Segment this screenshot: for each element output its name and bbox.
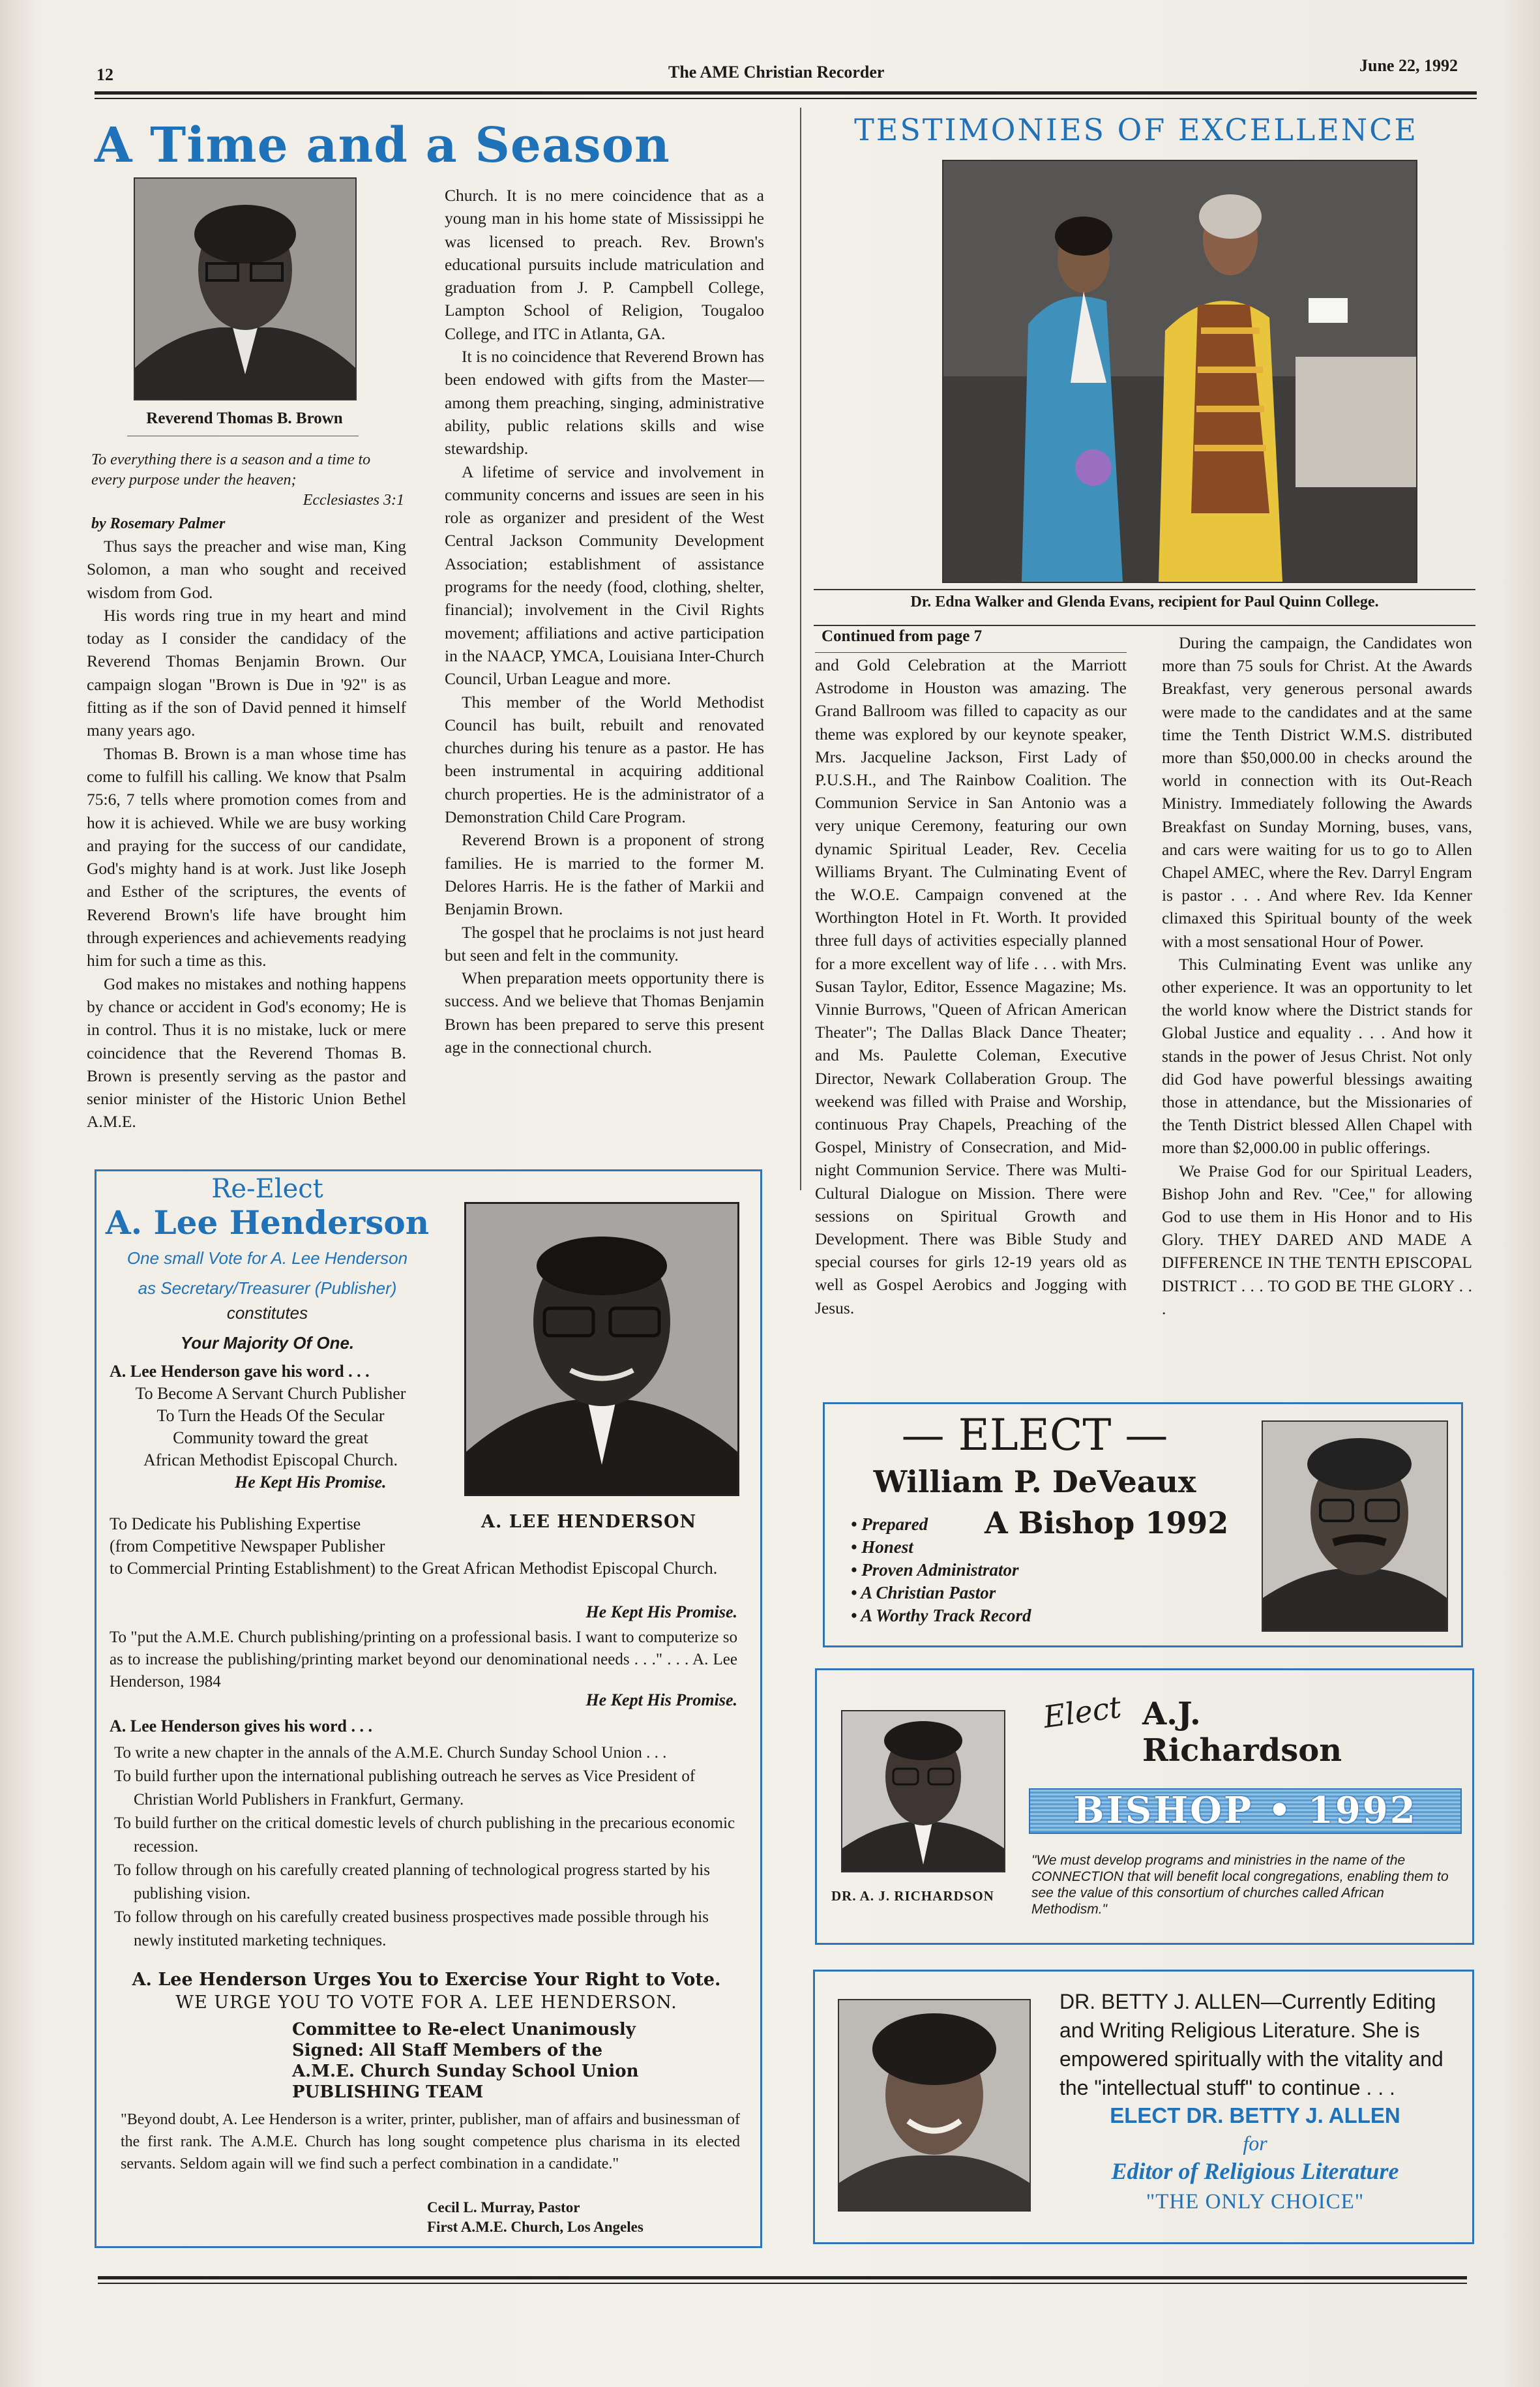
epigraph: To everything there is a season and a time to every purpose under the heaven; Ecclesiastes 3:1: [91, 451, 404, 509]
article-paragraph: The gospel that he proclaims is not just heard but seen and felt in the community.: [445, 922, 764, 965]
promise-3: He Kept His Promise.: [585, 1690, 737, 1709]
gives-word-item: To build further upon the international publishing outreach he serves as Vice President of Christian World Publishers in Frankfurt, Germany.: [114, 1767, 696, 1809]
deveaux-bullet: • A Christian Pastor: [851, 1583, 996, 1602]
richardson-photo: [841, 1710, 1005, 1872]
deveaux-bullet: • A Worthy Track Record: [851, 1606, 1031, 1625]
portrait-icon: [135, 179, 355, 399]
allen-photo: [838, 1999, 1031, 2212]
portrait-icon: [466, 1204, 737, 1494]
dedicate-line-3: to Commercial Printing Establishment) to the Great African Methodist Episcopal Church.: [110, 1559, 718, 1578]
richardson-initials: A.J.: [1142, 1696, 1201, 1732]
testimonies-col2: [1162, 631, 1472, 1365]
bullet-icon: •: [851, 1560, 862, 1580]
richardson-elect: Elect: [1041, 1689, 1123, 1735]
promise-2: He Kept His Promise.: [585, 1602, 737, 1621]
article-paragraph: Reverend Brown is a proponent of strong families. He is married to the former M. Delores Harris. He is the father of Markii and Benjamin Brown.: [445, 830, 764, 919]
issue-date: June 22, 1992: [1359, 56, 1458, 75]
article-paragraph: When preparation meets opportunity there is success. And we believe that Thomas Benjamin Brown has been prepared to serve this present age in the connectional church.: [445, 968, 764, 1057]
gives-word-heading: A. Lee Henderson gives his word . . .: [110, 1717, 372, 1735]
testimonies-photo: [942, 160, 1417, 583]
column-divider: [800, 108, 801, 1190]
committee-line: Signed: All Staff Members of the: [292, 2041, 603, 2060]
article-title: A Time and a Season: [95, 117, 670, 173]
we-urge-line: WE URGE YOU TO VOTE FOR A. LEE HENDERSON.: [175, 1992, 677, 2013]
henderson-photo-caption: A. LEE HENDERSON: [481, 1512, 697, 1532]
promise-1: He Kept His Promise.: [235, 1473, 387, 1492]
re-elect-label: Re-Elect: [211, 1174, 323, 1204]
testimonies-col1: and Gold Celebration at the Marriott Astrodome in Houston was amazing. The Grand Ballroom was filled to capacity as our theme was explored by our keynote speaker, Mrs. Jacqueline Jackson, First Lady of P.U.S.H., and The Rainbow Coalition. The Communion Service in San Antonio was a very unique Ceremony, featuring our own dynamic Spiritual Leader, Rev. Cecelia Williams Bryant. The Culminating Event of the W.O.E. Campaign convened at the Worthington Hotel in Ft. Worth. It provided three full days of activities especially planned for a more excellent way of life . . . with Mrs. Susan Taylor, Editor, Essence Magazine; Ms. Vinnie Burrows, "Queen of African American Theater"; The Dallas Black Dance Theater; and Ms. Paulette Coleman, Executive Director, Newark Collaberation Group. The weekend was filled with Praise and Worship, continuous Pray Chapels, Preaching of the Gospel, Ministry of Consecration, and Mid-night Communion Service. There was Multi-Cultural Dialogue on Mission. There were sessions on Spiritual Growth and Development. There was Bible Study and special courses for girls 12-19 years old as well as Gospel Aerobics and Jogging with Jesus.: [815, 655, 1127, 1317]
testimonial-signature: Cecil L. Murray, Pastor First A.M.E. Church, Los Angeles: [427, 2199, 644, 2235]
article-paragraph: A lifetime of service and involvement in community concerns and issues are seen in his role as organizer and president of the West Central Jackson Community Development Association; establishment of assistance programs for the needy (food, clothing, shelter, financial); involvement in the Civil Rights movement; affiliations and active participation in the NAACP, YMCA, Louisiana Inter-Church Council, Urban League and more.: [445, 462, 764, 689]
allen-elect: ELECT DR. BETTY J. ALLEN: [1110, 2103, 1400, 2127]
gave-word-lines: [95, 1383, 447, 1471]
brown-photo: [134, 177, 357, 400]
photo-caption-rule-top: [814, 589, 1475, 590]
article-paragraph: Thus says the preacher and wise man, King Solomon, a man who sought and received wisdom from God.: [87, 537, 406, 602]
allen-for: for: [1243, 2131, 1267, 2155]
murray-testimonial: "Beyond doubt, A. Lee Henderson is a writer, printer, publisher, man of affairs and businessman of the first rank. The A.M.E. Church has long sought competence plus charisma in its elected servants. Seldom again will we find such a perfect combination in a candidate.": [121, 2111, 740, 2172]
committee-block: [292, 2019, 683, 2103]
header-rule-thin: [95, 98, 1477, 99]
richardson-quote: "We must develop programs and ministries in the name of the CONNECTION that will benefit local congregations, enabling them to see the value of this consortium of churches called African Methodism.": [1031, 1853, 1449, 1917]
article-paragraph: His words ring true in my heart and mind today as I consider the candidacy of the Reverend Thomas Benjamin Brown. Our campaign slogan "Brown is Due in '92" is as fitting as if the son of David penned it himself many years ago.: [87, 605, 406, 740]
henderson-photo: [464, 1202, 739, 1496]
deveaux-photo: [1262, 1420, 1448, 1632]
henderson-subtitle: One small Vote for A. Lee Henderson as Secretary/Treasurer (Publisher): [126, 1248, 408, 1298]
testimonies-title: TESTIMONIES OF EXCELLENCE: [854, 112, 1418, 147]
dedicate-block: To Dedicate his Publishing Expertise (from Competitive Newspaper Publisher: [110, 1514, 385, 1555]
brown-article-col1: [87, 535, 406, 1161]
article-paragraph: During the campaign, the Candidates won more than 75 souls for Christ. At the Awards Breakfast, very generous personal awards were made to the candidates and at the same time the Tenth District W.M.S. distributed more than $50,000.00 in checks around the world in connection with its Out-Reach Ministry. Immediately following the Awards Breakfast on Sunday Morning, buses, vans, and cars were waiting for us to go to Allen Chapel AMEC, where the Rev. Darryl Engram is pastor . . . And where Rev. Ida Kenner climaxed this Spiritual bounty of the week with a most sensational Hour of Power.: [1162, 633, 1472, 951]
header-rule: [95, 91, 1477, 95]
bullet-icon: •: [851, 1514, 862, 1534]
gives-word-item: To build further on the critical domestic levels of church publishing in the precarious economic recession.: [114, 1814, 735, 1855]
gave-word-heading: A. Lee Henderson gave his word . . .: [110, 1362, 370, 1381]
deveaux-office: A Bishop 1992: [985, 1505, 1229, 1540]
footer-rule: [98, 2276, 1467, 2279]
article-paragraph: Thomas B. Brown is a man whose time has come to fulfill his calling. We know that Psalm 75:6, 7 tells where promotion comes from and how it is achieved. While we are busy working and praying for the success of our candidate, God's mighty hand is at work. Just like Joseph and Esther of the scriptures, the events of Reverend Brown's life have brought him through experiences and achievements readying him for such a time as this.: [87, 743, 406, 970]
urges-line: A. Lee Henderson Urges You to Exercise Your Right to Vote.: [132, 1970, 721, 1990]
deveaux-elect: — ELECT —: [901, 1410, 1168, 1460]
bullet-icon: •: [851, 1606, 861, 1625]
allen-choice: "THE ONLY CHOICE": [1146, 2190, 1365, 2214]
gave-word-line: To Become A Servant Church Publisher: [135, 1384, 406, 1403]
article-paragraph: This member of the World Methodist Council has built, rebuilt and renovated churches during his tenure as a pastor. He has been instrumental in acquiring additional church properties. He is the administrator of a Demonstration Child Care Program.: [445, 692, 764, 827]
gave-word-line: To Turn the Heads Of the Secular: [156, 1406, 385, 1425]
article-paragraph: God makes no mistakes and nothing happens by chance or accident in God's economy; He is in control. Thus it is no mistake, luck or mere coincidence that the Reverend Thomas B. Brown is presently serving as the pastor and senior minister of the Historic Union Bethel A.M.E.: [87, 974, 406, 1132]
footer-rule-thin: [98, 2283, 1467, 2284]
page-number: 12: [96, 65, 113, 84]
deveaux-bullets: [851, 1513, 1031, 1627]
article-paragraph: Church. It is no mere coincidence that as a young man in his home state of Mississippi he was licensed to preach. Rev. Brown's educational pursuits include matriculation and graduation from J. P. Campbell College, Lampton School of Religion, Tougaloo College, and ITC in Atlanta, GA.: [445, 186, 764, 343]
deveaux-bullet: • Prepared: [851, 1514, 928, 1534]
henderson-name: A. Lee Henderson: [105, 1203, 430, 1242]
allen-office: Editor of Religious Literature: [1111, 2158, 1399, 2184]
brown-photo-caption: Reverend Thomas B. Brown: [146, 410, 343, 427]
henderson-quote: To "put the A.M.E. Church publishing/printing on a professional basis. I want to computerize so as to increase the publishing/printing market beyond our denominational needs . . ." . . . A. Lee Henderson, 1984: [110, 1629, 737, 1690]
allen-text: DR. BETTY J. ALLEN—Currently Editing and Writing Religious Literature. She is empowered spiritually with the vitality and the "intellectual stuff" to continue . . .: [1059, 1990, 1444, 2099]
testimonies-photo-caption: Dr. Edna Walker and Glenda Evans, recipient for Paul Quinn College.: [910, 593, 1379, 610]
paper-name: The AME Christian Recorder: [668, 63, 885, 82]
committee-line: PUBLISHING TEAM: [292, 2082, 484, 2102]
gives-word-item: To follow through on his carefully created planning of technological progress started by his publishing vision.: [114, 1861, 710, 1902]
gave-word-line: Community toward the great: [173, 1428, 368, 1447]
article-paragraph: We Praise God for our Spiritual Leaders, Bishop John and Rev. "Cee," for allowing God to use them in His Honor and to His Glory. THEY DARED AND MADE A DIFFERENCE IN THE TENTH EPISCOPAL DISTRICT . . . TO GOD BE THE GLORY . . .: [1162, 1161, 1472, 1318]
committee-line: Committee to Re-elect Unanimously: [292, 2020, 636, 2039]
gives-word-item: To follow through on his carefully created business prospectives made possible through his newly instituted marketing techniques.: [114, 1908, 709, 1949]
gives-word-list: [98, 1741, 740, 1953]
committee-line: A.M.E. Church Sunday School Union: [292, 2062, 639, 2081]
portrait-icon: [1263, 1422, 1447, 1630]
gave-word-line: African Methodist Episcopal Church.: [143, 1450, 398, 1469]
article-paragraph: It is no coincidence that Reverend Brown has been endowed with gifts from the Master—among them preaching, singing, administrative ability, public relations skills and wise stewardship.: [445, 347, 764, 458]
continued-rule: [815, 652, 1127, 653]
photo-caption-rule-bottom: [814, 625, 1475, 626]
brown-article-col2: [445, 184, 764, 1162]
continued-label: Continued from page 7: [822, 627, 983, 645]
henderson-constitutes: constitutes: [226, 1303, 308, 1323]
deveaux-name: William P. DeVeaux: [873, 1464, 1196, 1499]
henderson-majority: Your Majority Of One.: [180, 1333, 355, 1353]
richardson-surname: Richardson: [1142, 1732, 1342, 1769]
article-paragraph: This Culminating Event was unlike any other experience. It was an opportunity to let the world know where the District stands for Global Justice and equality . . . And how it stands in the power of Jesus Christ. Not only did God have powerful blessings awaiting those in attendance, but the Missionaries of the Tenth District blessed Allen Chapel with more than $2,000.00 in public offerings.: [1162, 954, 1472, 1158]
richardson-photo-caption: DR. A. J. RICHARDSON: [831, 1888, 994, 1904]
event-photo-icon: [943, 161, 1416, 582]
bullet-icon: •: [851, 1583, 861, 1602]
gives-word-item: To write a new chapter in the annals of the A.M.E. Church Sunday School Union . . .: [114, 1744, 667, 1762]
portrait-icon: [839, 2000, 1029, 2210]
richardson-banner: BISHOP • 1992: [1029, 1788, 1462, 1834]
deveaux-bullet: • Proven Administrator: [851, 1560, 1019, 1580]
bullet-icon: •: [851, 1537, 862, 1557]
portrait-icon: [842, 1711, 1004, 1871]
byline: by Rosemary Palmer: [91, 515, 226, 532]
deveaux-bullet: • Honest: [851, 1537, 913, 1557]
